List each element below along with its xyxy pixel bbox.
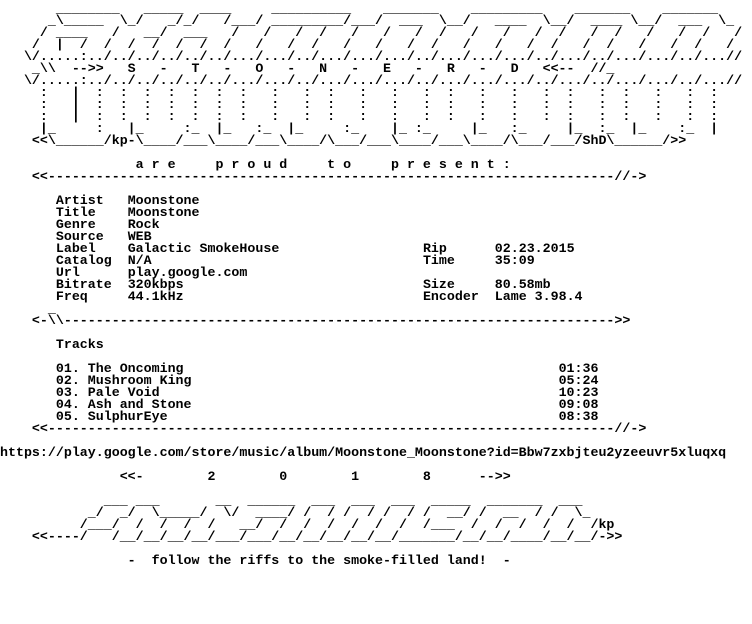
tracks-heading-text: Tracks bbox=[55, 337, 104, 352]
divider-text: <<-----------------------------------------------------------------------//-> bbox=[0, 421, 647, 436]
ascii-art-text: _\\ -->> S - T - O - N - E - R - D <<-- //_ bbox=[0, 61, 615, 76]
ascii-art-text: <<\______/kp-\____/___\____/___\____/\___/___\____/___\____/\___/___/ShD\______/>> bbox=[0, 133, 687, 148]
track-title: 04. Ash and Stone bbox=[55, 397, 192, 412]
info-value: 35:09 bbox=[494, 253, 535, 268]
info-key: Source bbox=[55, 229, 104, 244]
ascii-art-text: <<----/ /__/__/__/__/___/___/__/__/__/__/__/_______/__/__/____/__/__/->> bbox=[0, 529, 623, 544]
info-row bbox=[0, 291, 752, 303]
footer-text: - follow the riffs to the smoke-filled land! - bbox=[0, 553, 511, 568]
info-value: WEB bbox=[127, 229, 152, 244]
info-value: Lame 3.98.4 bbox=[494, 289, 583, 304]
info-value: 80.58mb bbox=[494, 277, 551, 292]
track-title: 01. The Oncoming bbox=[55, 361, 184, 376]
ascii-art-text: / | / / / / / / / / / / / / / / / / / / / / / / / / bbox=[0, 37, 735, 52]
url-text: https://play.google.com/store/music/album/Moonstone_Moonstone?id=Bbw7zxbjteu2yzeeuvr5xluqxq bbox=[0, 445, 727, 460]
footer-line bbox=[0, 555, 752, 567]
info-key: Rip bbox=[422, 241, 447, 256]
year-line bbox=[0, 471, 752, 483]
info-key: Title bbox=[55, 205, 96, 220]
present-text: a r e p r o u d t o p r e s e n t : bbox=[0, 157, 511, 172]
track-time: 05:24 bbox=[558, 373, 599, 388]
info-key: Url bbox=[55, 265, 80, 280]
track-time: 01:36 bbox=[558, 361, 599, 376]
url-line bbox=[0, 447, 752, 459]
info-key: Freq bbox=[55, 289, 88, 304]
info-key: Size bbox=[422, 277, 455, 292]
track-time: 08:38 bbox=[558, 409, 599, 424]
divider-line bbox=[0, 171, 752, 183]
info-value: 320kbps bbox=[127, 277, 184, 292]
track-time: 10:23 bbox=[558, 385, 599, 400]
ascii-art-text: : | : : : : : : : : : : : : : : : : : : : : : : : bbox=[0, 97, 719, 112]
info-key: Catalog bbox=[55, 253, 112, 268]
ascii-logo-line bbox=[0, 135, 752, 147]
divider-line bbox=[0, 423, 752, 435]
divider-text: _ bbox=[0, 301, 56, 316]
divider-text: <<-----------------------------------------------------------------------//-> bbox=[0, 169, 647, 184]
ascii-art-text: \/.....:../../../../../../.../.../../.../.../.../../.../.../.../../.../../.../.../../...// bbox=[0, 49, 743, 64]
blank-line bbox=[0, 327, 752, 339]
info-value: Moonstone bbox=[127, 193, 200, 208]
info-value: 44.1kHz bbox=[127, 289, 184, 304]
info-key: Artist bbox=[55, 193, 104, 208]
info-key: Time bbox=[422, 253, 455, 268]
year-text: <<- 2 0 1 8 -->> bbox=[0, 469, 511, 484]
ascii-art-text: ________ _____ ____ __________ _______ _________ _______ _______ bbox=[0, 3, 719, 16]
track-title: 02. Mushroom King bbox=[55, 373, 192, 388]
info-key: Genre bbox=[55, 217, 96, 232]
ascii-art-text: _\_____ \_/ _/_/ /___/ _________/___/ ___ \__/ ____ \__/ ____ \__/ ___ \_ bbox=[0, 13, 735, 28]
ascii-footer-line bbox=[0, 531, 752, 543]
ascii-art-text: |_ : |_ :_ |_ :_ |_ :_ |_ :_ |_ :_ |_ :_ |_ :_ | bbox=[0, 121, 719, 136]
ascii-art-text: _/ _/ \_____/ \/ ____/ / / / / / / / __/ / __ / / \_ bbox=[0, 505, 591, 520]
info-value: play.google.com bbox=[127, 265, 248, 280]
track-title: 03. Pale Void bbox=[55, 385, 160, 400]
info-value: Galactic SmokeHouse bbox=[127, 241, 280, 256]
track-title: 05. SulphurEye bbox=[55, 409, 168, 424]
ascii-art-text: ___ ___ __ ______ ___ ___ ___ _____ _______ ___ bbox=[0, 493, 583, 508]
nfo-document bbox=[0, 3, 752, 623]
ascii-art-text: /___/ / / / / __/ / / / / / / /___ / / / / / /kp bbox=[0, 517, 615, 532]
ascii-art-text: \/.....:../../../../../../.../.../../.../.../.../../.../.../.../../.../../.../.../../...// bbox=[0, 73, 743, 88]
tracks-heading bbox=[0, 339, 752, 351]
ascii-art-text: / ____ / __/ ___ / / / / / / / / / / / / / / / / / / bbox=[0, 25, 743, 40]
info-value: Rock bbox=[127, 217, 160, 232]
divider-text: <-\\--------------------------------------------------------------------->> bbox=[0, 313, 631, 328]
info-value: N/A bbox=[127, 253, 152, 268]
divider-line bbox=[0, 315, 752, 327]
info-value: 02.23.2015 bbox=[494, 241, 575, 256]
info-key: Encoder bbox=[422, 289, 479, 304]
ascii-art-text: : | : : : : : : : : : : : : : : : : : : : : : : : bbox=[0, 85, 719, 100]
info-key: Label bbox=[55, 241, 96, 256]
info-value: Moonstone bbox=[127, 205, 200, 220]
info-key: Bitrate bbox=[55, 277, 112, 292]
track-time: 09:08 bbox=[558, 397, 599, 412]
ascii-art-text: : | : : : : : : : : : : : : : : : : : : : : : : : bbox=[0, 109, 719, 124]
